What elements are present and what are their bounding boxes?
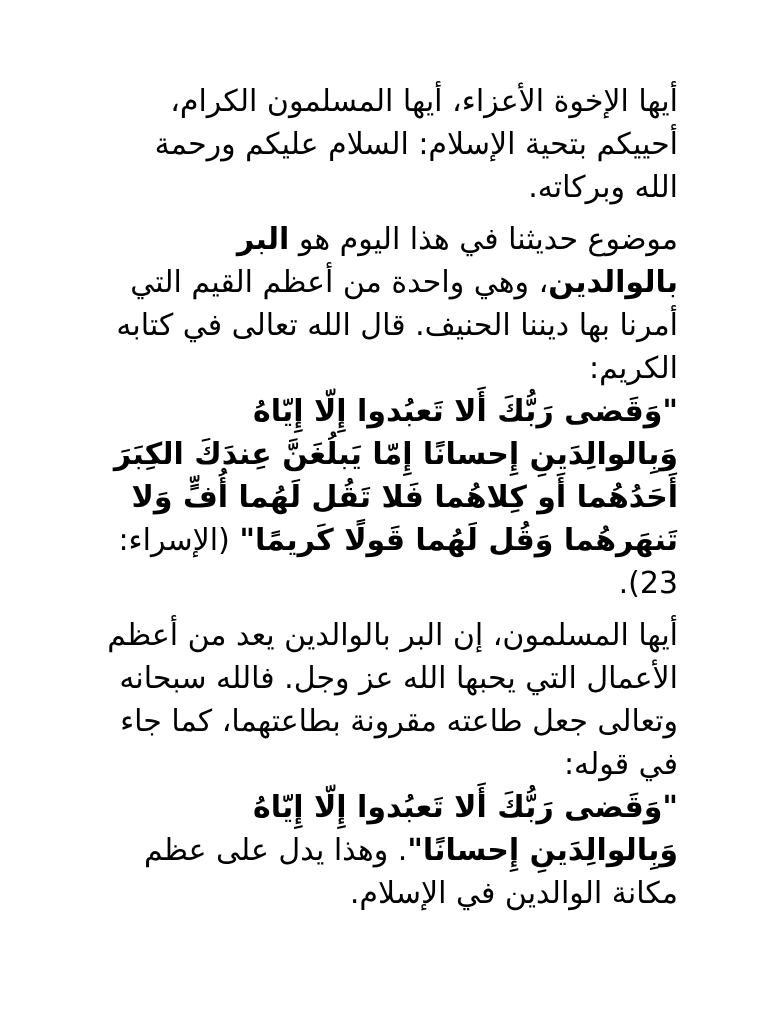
- topic-title: البر بالوالدين: [236, 222, 678, 300]
- importance-intro: أيها المسلمون، إن البر بالوالدين يعد من أعظم الأعمال التي يحبها الله عز وجل. فالله سبحانه وتعالى جعل طاعته مقرونة بطاعتهما، كما جاء في قوله:: [107, 618, 678, 782]
- paragraph-topic: [104, 218, 678, 605]
- paragraph-greeting: [104, 80, 678, 209]
- paragraph-importance: [104, 614, 678, 915]
- greeting-text: أيها الإخوة الأعزاء، أيها المسلمون الكرام، أحييكم بتحية الإسلام: السلام عليكم ورحمة الله وبركاته.: [154, 84, 678, 205]
- quran-verse-full: "وَقَضى رَبُّكَ أَلا تَعبُدوا إِلّا إِيّاهُ وَبِالوالِدَينِ إِحسانًا إِمّا يَبلُغَنَّ عِندَكَ الكِبَرَ أَحَدُهُما أَو كِلاهُما فَلا تَقُل لَهُما أُفٍّ وَلا تَنهَرهُما وَقُل لَهُما قَولًا كَريمًا": [113, 394, 678, 558]
- topic-middle: ، وهي واحدة من أعظم القيم التي أمرنا بها ديننا الحنيف. قال الله تعالى في كتابه الكريم:: [116, 265, 678, 386]
- quran-verse-short: "وَقَضى رَبُّكَ أَلا تَعبُدوا إِلّا إِيّاهُ وَبِالوالِدَينِ إِحسانًا": [253, 790, 678, 868]
- importance-ending: . وهذا يدل على عظم مكانة الوالدين في الإسلام.: [144, 833, 678, 911]
- topic-intro: موضوع حديثنا في هذا اليوم هو: [289, 222, 678, 257]
- verse-reference: (الإسراء: 23).: [118, 523, 678, 601]
- document-page: [104, 80, 678, 924]
